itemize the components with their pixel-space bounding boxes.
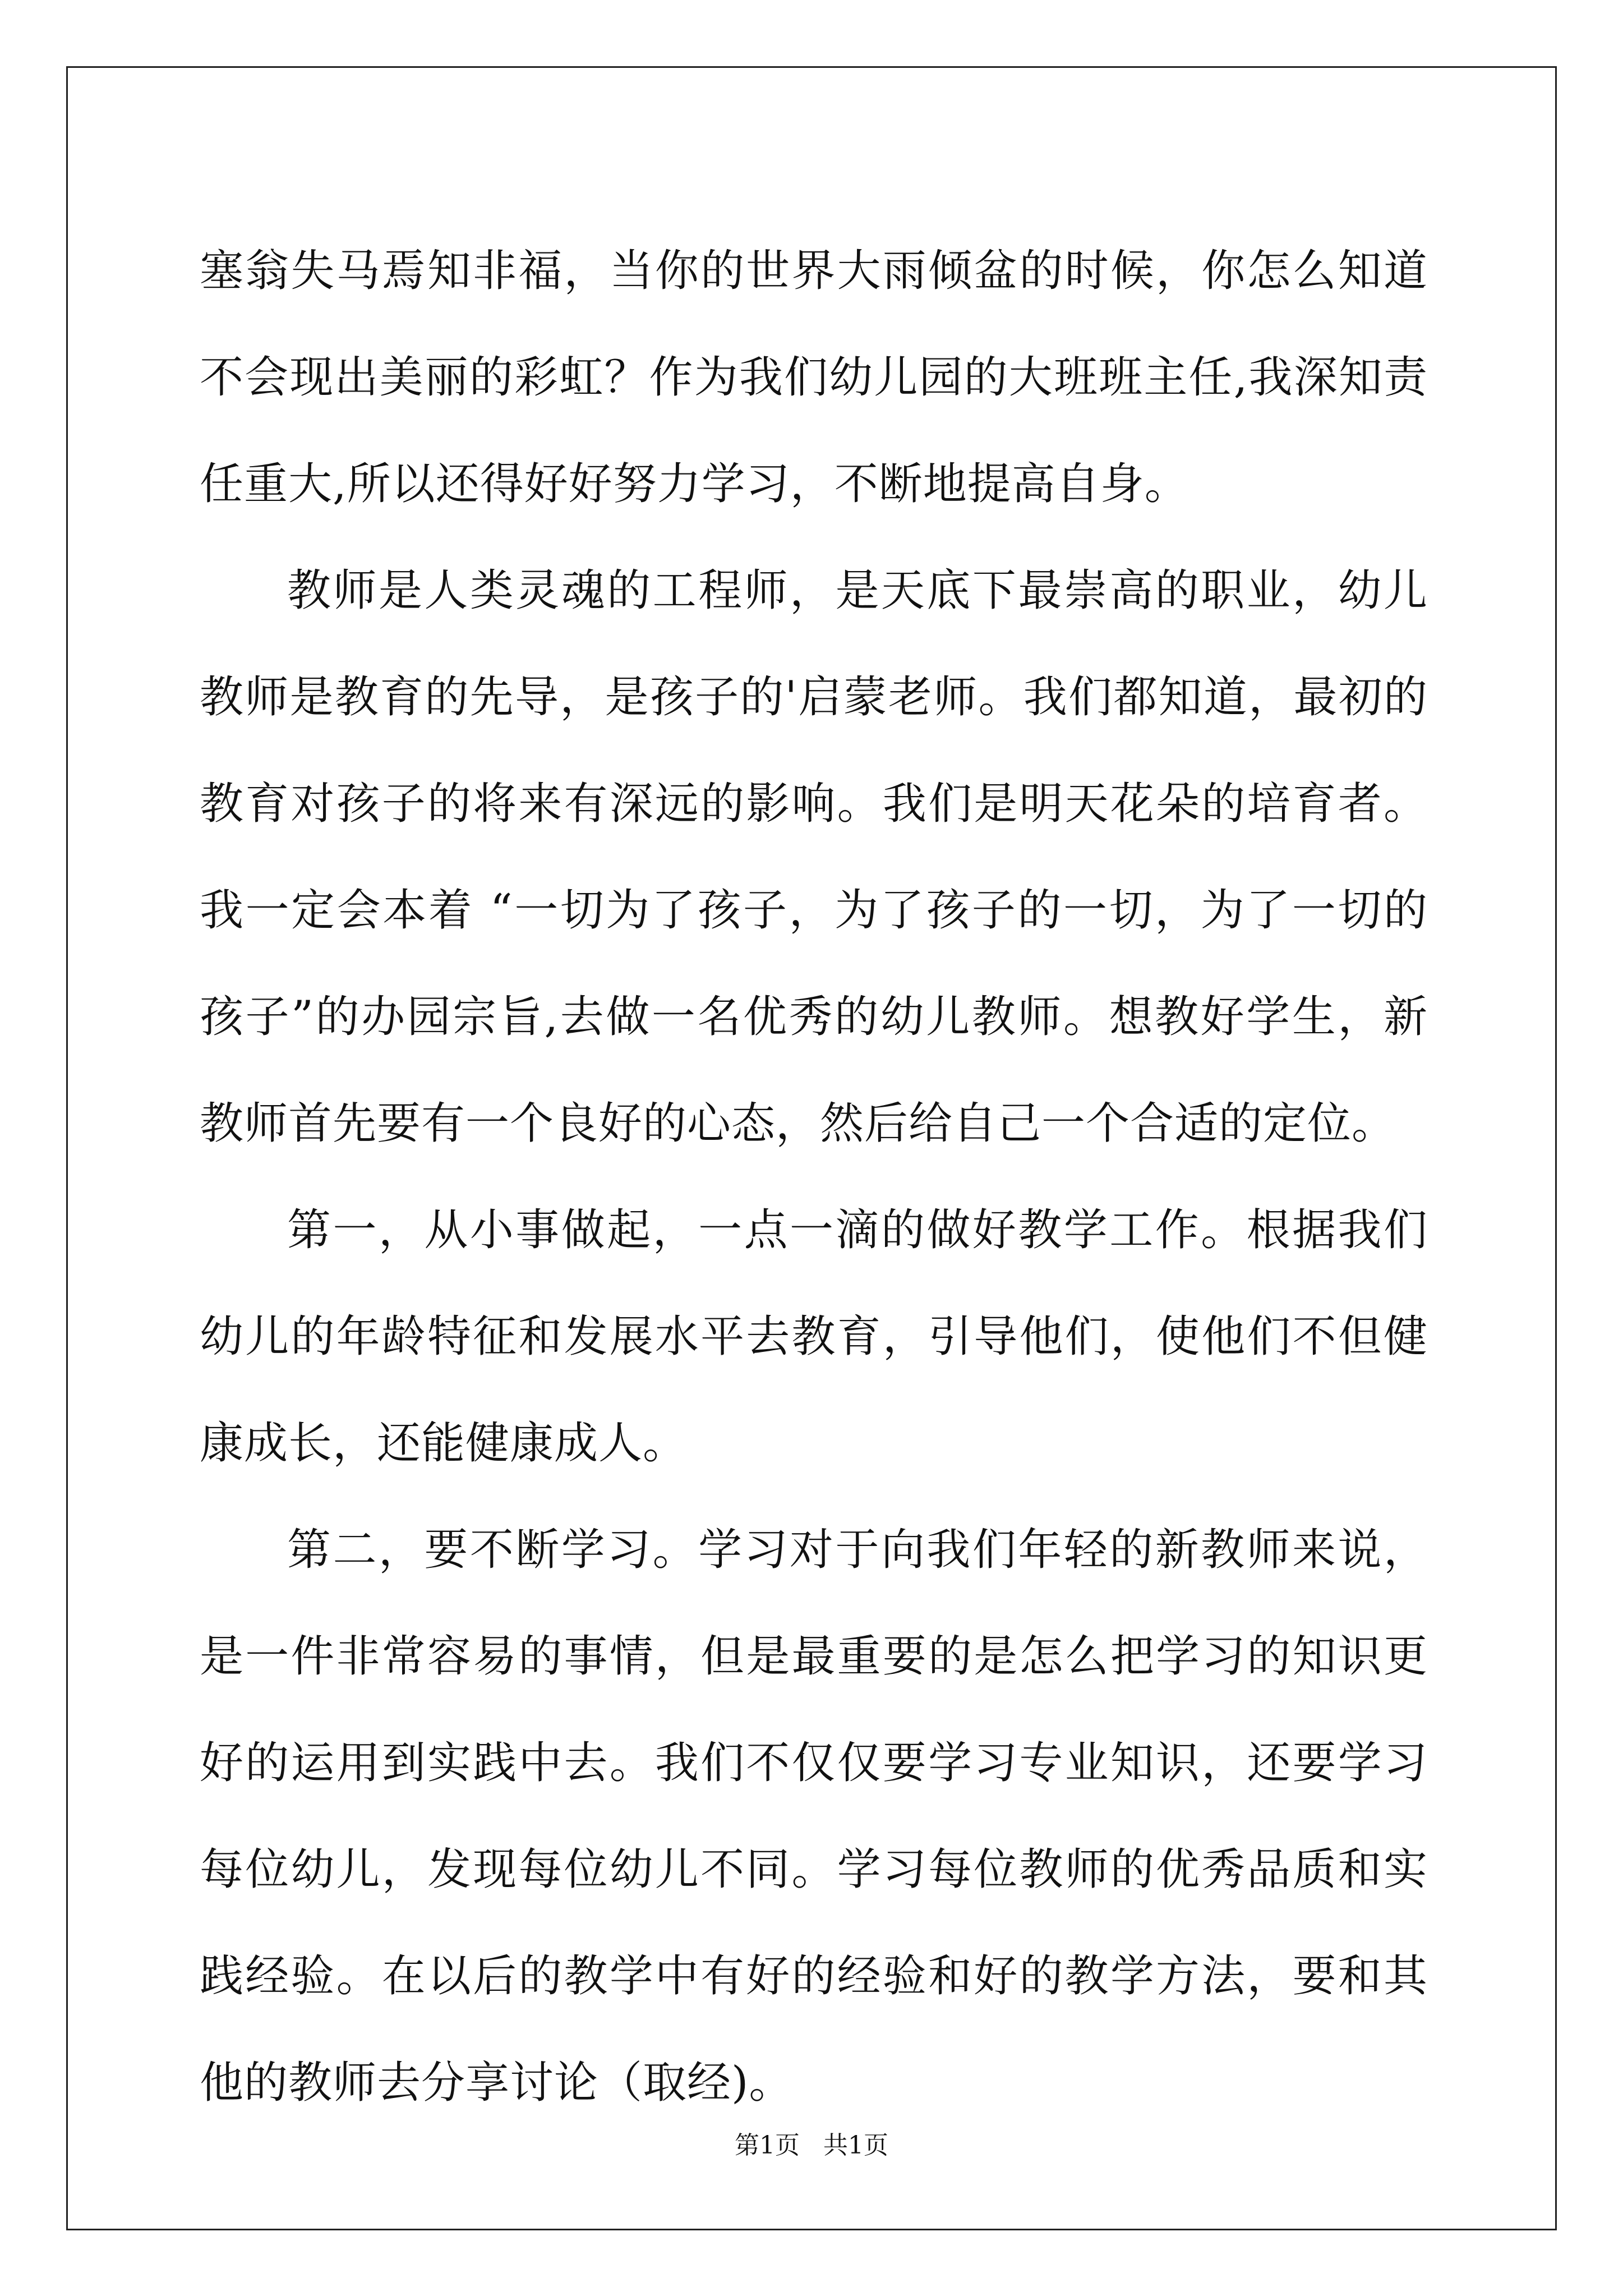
paragraph-1: 塞翁失马焉知非福，当你的世界大雨倾盆的时候，你怎么知道不会现出美丽的彩虹？作为我们幼儿园的大班班主任,我深知责任重大,所以还得好好努力学习，不断地提高自身。 xyxy=(200,246,1428,509)
paragraph-4: 第二，要不断学习。学习对于向我们年轻的新教师来说，是一件非常容易的事情，但是最重要的是怎么把学习的知识更好的运用到实践中去。我们不仅仅要学习专业知识，还要学习每位幼儿，发现每位幼儿不同。学习每位教师的优秀品质和实践经验。在以后的教学中有好的经验和好的教学方法，要和其他的教师去分享讨论（取经)。 xyxy=(200,1525,1428,2108)
paragraph-3: 第一，从小事做起，一点一滴的做好教学工作。根据我们幼儿的年龄特征和发展水平去教育，引导他们，使他们不但健康成长，还能健康成人。 xyxy=(200,1205,1428,1469)
page-number-footer: 第1页 共1页 xyxy=(735,2131,888,2160)
document-body xyxy=(200,218,1428,2136)
paragraph-2: 教师是人类灵魂的工程师，是天底下最崇高的职业，幼儿教师是教育的先导，是孩子的'启蒙老师。我们都知道，最初的教育对孩子的将来有深远的影响。我们是明天花朵的培育者。我一定会本着 “一切为了孩子，为了孩子的一切，为了一切的孩子”的办园宗旨,去做一名优秀的幼儿教师。想教好学生，新教师首先要有一个良好的心态，然后给自己一个合适的定位。 xyxy=(200,565,1428,1149)
